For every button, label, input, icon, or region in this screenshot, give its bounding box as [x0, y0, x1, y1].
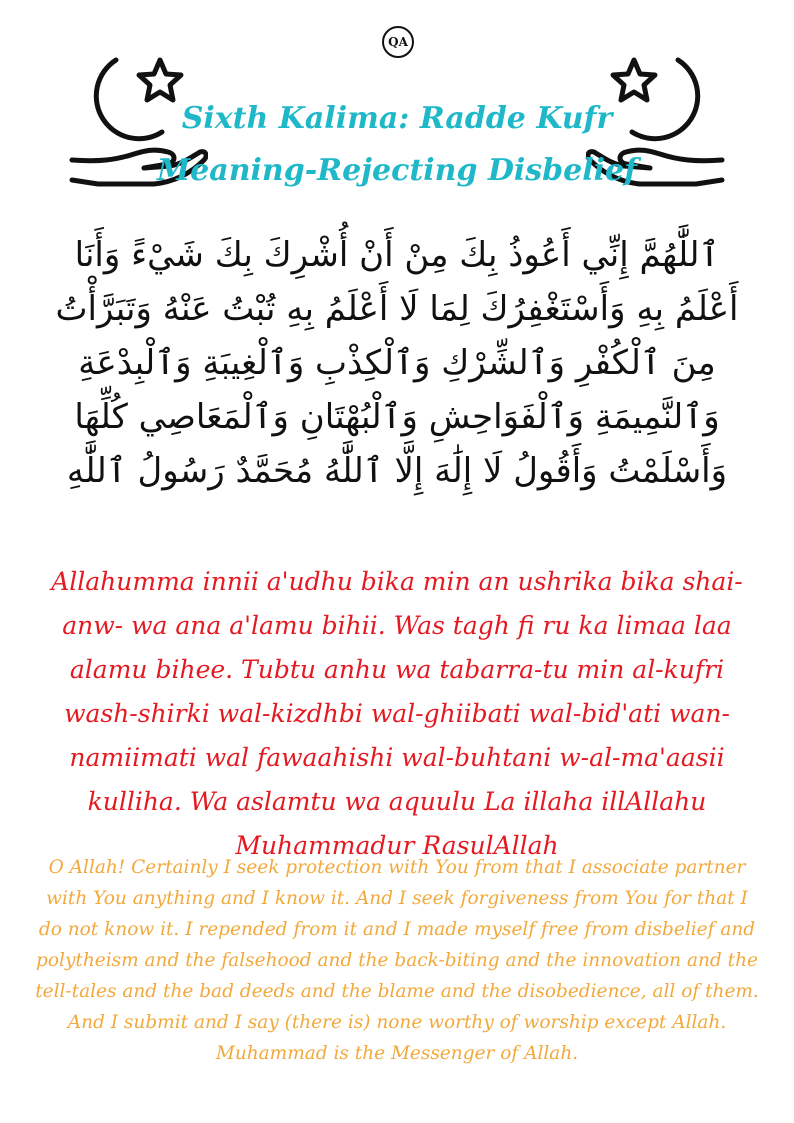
brand-logo: QA — [382, 26, 414, 58]
page-title: Sixth Kalima: Radde Kufr — [181, 101, 613, 136]
star-icon — [139, 60, 181, 100]
translation-text: O Allah! Certainly I seek protection with You from that I associate partner with You anything and I know it. And I seek forgiveness from You for that I do not know it. I repended from it and I made myself free from disbelief and polytheism and the falsehood and the back-biting and the innovation and the tell-tales and the bad deeds and the blame and the disobedience, all of them. And I submit and I say (there is) none worthy of worship except Allah. Muhammad is the Messenger of Allah. — [35, 857, 759, 1064]
star-icon — [613, 60, 655, 100]
transliteration-text: Allahumma innii a'udhu bika min an ushrika bika shai-anw- wa ana a'lamu bihii. Was tagh fi ru ka limaa laa alamu bihee. Tubtu anhu wa tabarra-tu min al-kufri wash-shirki wal-kizdhbi wal-ghiibati wal-bid'ati wan-namiimati wal fawaahishi wal-buhtani w-al-ma'aasii kulliha. Wa aslamtu wa aquulu La illaha illAllahu Muhammadur RasulAllah — [51, 567, 743, 860]
page-subtitle: Meaning-Rejecting Disbelief — [156, 153, 638, 188]
arabic-text: ٱللَّٰهُمَّ إِنِّي أَعُوذُ بِكَ مِنْ أَنْ أُشْرِكَ بِكَ شَيْءً وَأَنَا أَعْلَمُ بِهِ وَأَسْتَغْفِرُكَ لِمَا لَا أَعْلَمُ بِهِ تُبْتُ عَنْهُ وَتَبَرَّأْتُ مِنَ ٱلْكُفْرِ وَٱلشِّرْكِ وَٱلْكِذْبِ وَٱلْغِيبَةِ وَٱلْبِدْعَةِ وَٱلنَّمِيمَةِ وَٱلْفَوَاحِشِ وَٱلْبُهْتَانِ وَٱلْمَعَاصِي كُلِّهَا وَأَسْلَمْتُ وَأَقُولُ لَا إِلَٰهَ إِلَّا ٱللَّٰهُ مُحَمَّدٌ رَسُولُ ٱللَّٰهِ — [55, 235, 739, 491]
